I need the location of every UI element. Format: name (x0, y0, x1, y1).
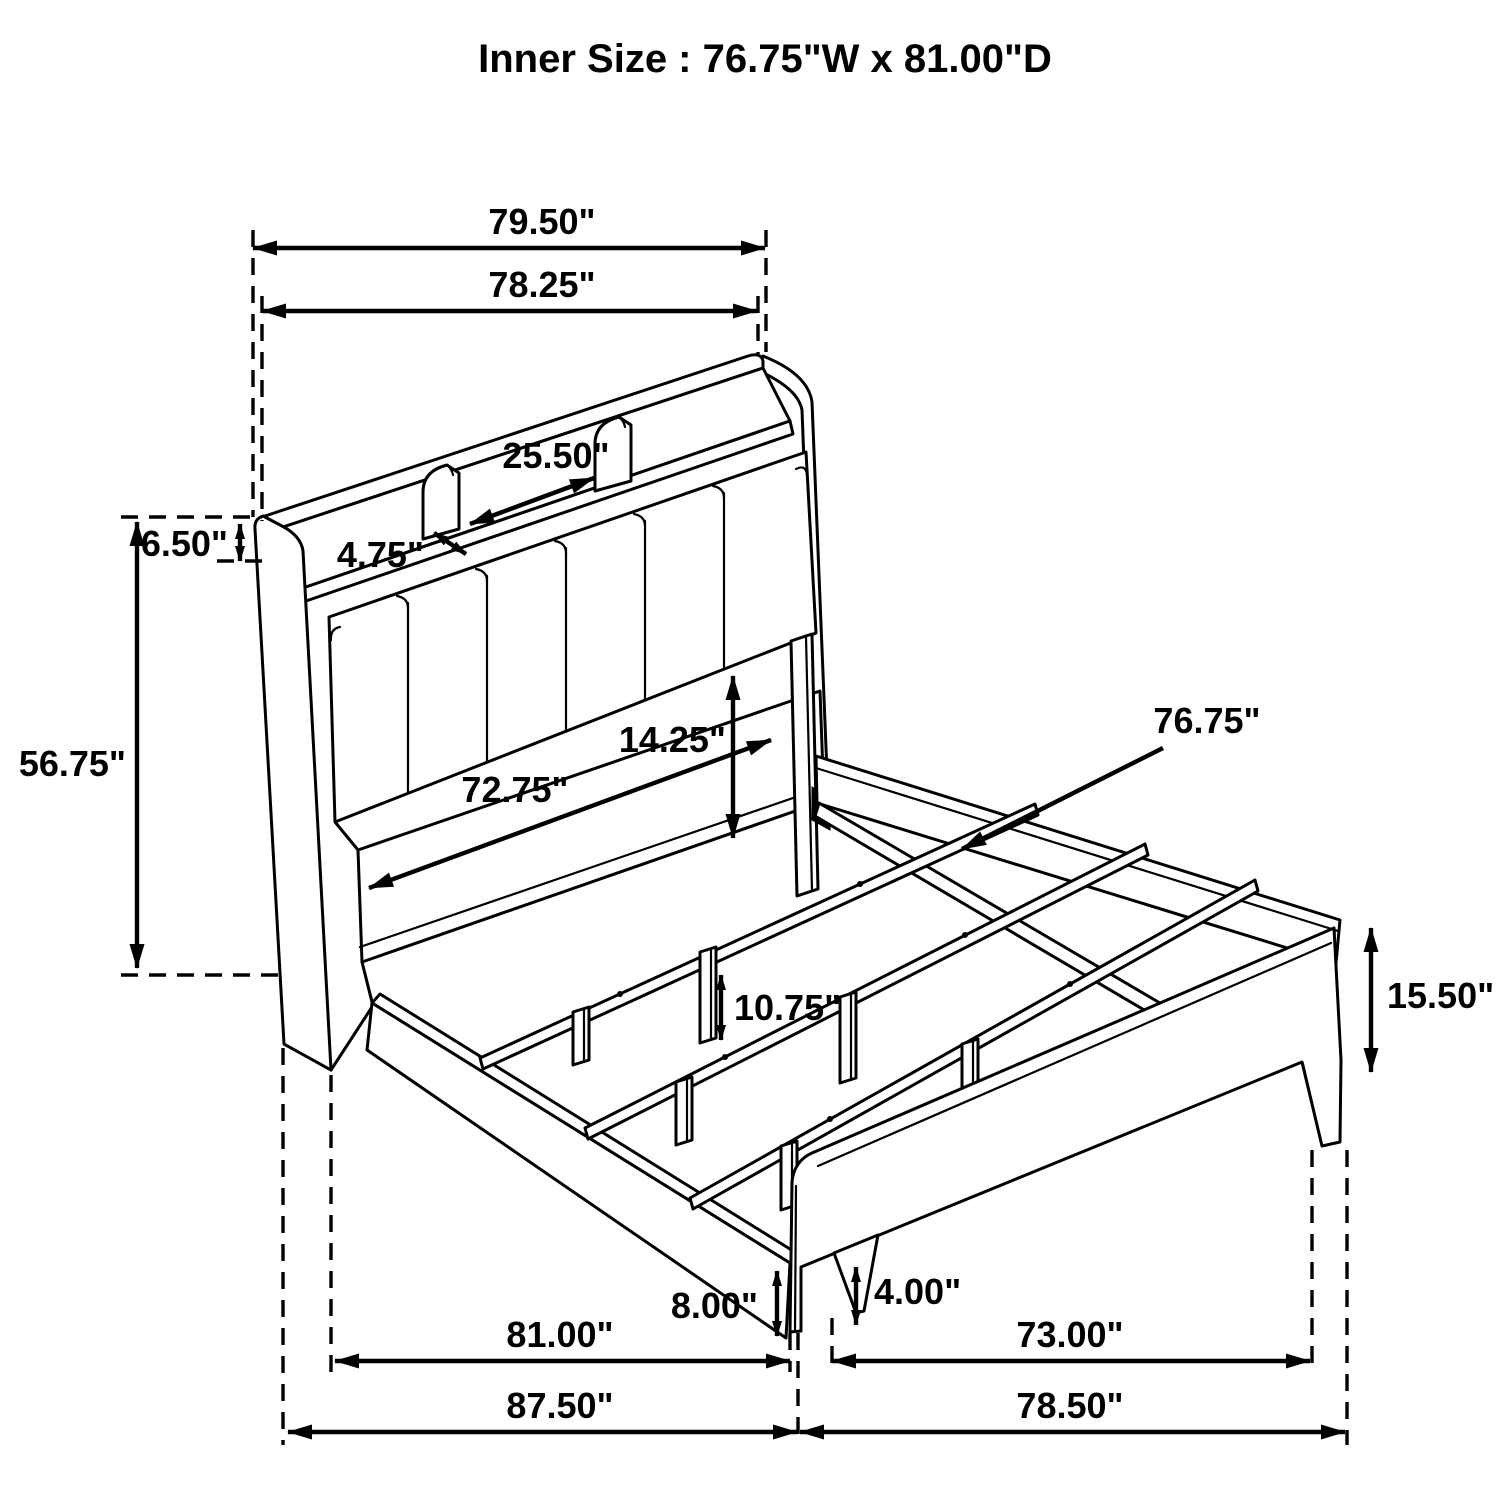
dim-label-footboard-height: 15.50" (1387, 975, 1495, 1016)
headboard-center-leg (791, 634, 818, 896)
dim-slat-length (962, 700, 1261, 849)
dim-shelf-height (141, 523, 240, 564)
dim-label-inner-depth: 81.00" (506, 1314, 614, 1355)
dim-top-width (253, 201, 765, 248)
dim-label-shelf-width: 78.25" (488, 264, 596, 305)
headboard-left-leg (255, 516, 331, 1070)
dim-overall-depth (288, 1385, 797, 1432)
shelf-divider-left (423, 465, 459, 539)
dim-footboard-height (1371, 928, 1494, 1072)
dim-label-inner-rail-width: 72.75" (461, 769, 569, 810)
bed-drawing (255, 355, 1341, 1338)
dim-headboard-height (19, 522, 137, 968)
dim-label-divider-depth: 4.75" (336, 534, 424, 575)
dim-label-footboard-width: 78.50" (1016, 1385, 1124, 1426)
dim-label-panel-to-rail: 14.25" (618, 719, 726, 760)
page-title: Inner Size : 76.75"W x 81.00"D (478, 37, 1052, 81)
dim-label-headboard-height: 56.75" (18, 743, 126, 784)
dim-label-footboard-leg-height: 4.00" (874, 1271, 962, 1312)
dim-footboard-width (800, 1385, 1345, 1432)
dim-label-shelf-height: 6.50" (140, 523, 228, 564)
dim-label-slat-length: 76.75" (1153, 700, 1261, 741)
dim-footboard-inner-width (832, 1314, 1310, 1361)
dim-label-slat-leg-height: 10.75" (734, 987, 842, 1028)
dim-label-footboard-inner-width: 73.00" (1016, 1314, 1124, 1355)
dim-label-overall-depth: 87.50" (506, 1385, 614, 1426)
dim-label-rail-end-height: 8.00" (670, 1285, 758, 1326)
dim-label-shelf-opening: 25.50" (502, 435, 610, 476)
dim-shelf-width (262, 264, 757, 311)
dim-label-top-width: 79.50" (488, 201, 596, 242)
